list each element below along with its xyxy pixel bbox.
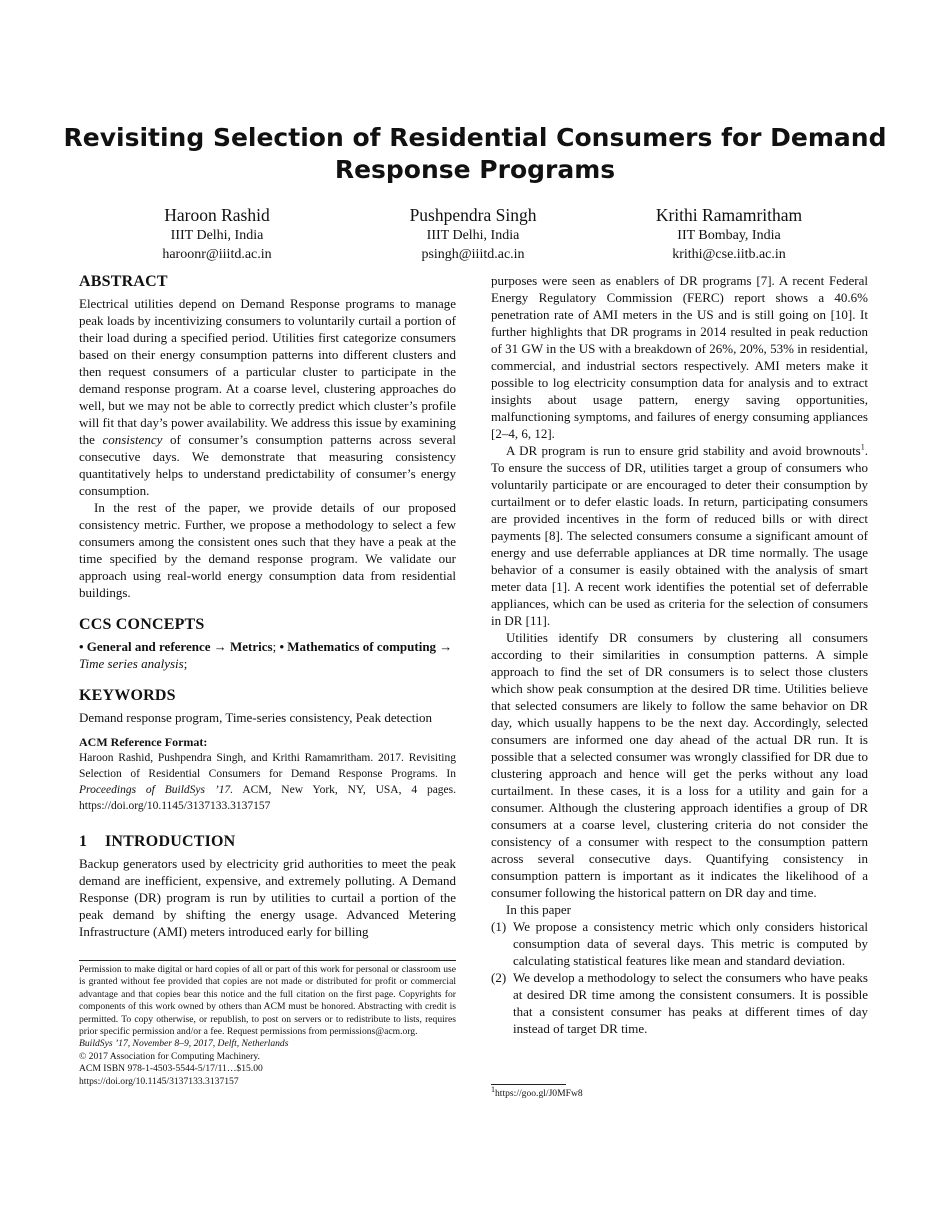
author-email: haroonr@iiitd.ac.in (162, 247, 272, 262)
list-item: (2) We develop a methodology to select the consumers who have peaks at desired DR time among the consistent consumers. It is possible that a consistent consumer has peaks at different times of day instead of target DR time. (491, 970, 868, 1036)
ccs-concepts: • General and reference → Metrics; • Mathematics of computing → Time series analysis; (79, 639, 453, 671)
abstract-paragraph-2: In the rest of the paper, we provide details of our proposed consistency metric. Further, we propose a methodology to select a few consumers among the consistent ones such that they have a peak at the time specified by the demand response program. We validate our approach using real-world energy consumption data from residential buildings. (79, 500, 456, 600)
doi-link[interactable]: https://doi.org/10.1145/3137133.3137157 (79, 1075, 239, 1087)
intro-paragraph-1-continued: purposes were seen as enablers of DR programs [7]. A recent Federal Energy Regulatory Commission (FERC) report shows a 40.6% penetration rate of AMI meters in the US and is still going on [10]. It further highlights that DR programs in 2014 resulted in peak reduction of 31 GW in the US with a breakdown of 26%, 20%, 53% in residential, commercial, and industrial sectors respectively. AMI meters make it possible to log electricity consumption data for analysis and to extract insights about usage pattern, energy saving opportunities, malfunctioning symptoms, and failures of energy consuming appliances [2–4, 6, 12]. (491, 273, 868, 441)
introduction-heading: 1 INTRODUCTION (79, 833, 236, 850)
author-1 (87, 204, 347, 264)
isbn: ACM ISBN 978-1-4503-5544-5/17/11…$15.00 (79, 1063, 263, 1075)
abstract-paragraph-1: Electrical utilities depend on Demand Response programs to manage peak loads by incentivizing consumers to voluntarily curtail a portion of their load during a specified period. Utilities first categorize consumers based on their energy consumption patterns into different clusters and then request consumers of a particular cluster to participate in the demand response program. At a coarse level, clustering approaches do well, but we may not be able to correctly predict which cluster’s profile will fit that day’s power availability. We address this issue by examining the consistency of consumer’s consumption patterns across several consecutive days. We demonstrate that measuring consistency quantitatively helps to understand predictability of consumer’s energy consumption. (79, 296, 456, 498)
intro-paragraph-3: Utilities identify DR consumers by clustering all consumers according to their similarities in consumption patterns. A simple approach to find the set of DR consumers is to select those clusters which show peak consumption at the desired DR time. Utilities believe that selected consumers are likely to follow the same behavior on DR day, which usually happens to be the next day. Accordingly, selected consumers are informed one day ahead of the actual DR run. It is possible that a selected consumer was wrongly classified for DR due to clustering approach and hence will get the perks without any load curtailment. In these cases, it is a loss for a utility and gain for a consumer. Although the clustering approach identifies a group of DR consumers at a coarse level, clustering criteria do not consider the consistency of a consumer with respect to the consumption pattern across several consecutive days. Quantifying consistency in consumption pattern is important as it indicates the likelihood of a consumer following the historical pattern on DR day and time. (491, 630, 868, 900)
author-name: Pushpendra Singh (409, 205, 537, 225)
abstract-heading: ABSTRACT (79, 273, 168, 290)
footnote-marker: 1 (860, 442, 865, 452)
acm-reference-text: Haroon Rashid, Pushpendra Singh, and Krithi Ramamritham. 2017. Revisiting Selection of Residential Consumers for Demand Response Programs. In Proceedings of BuildSys ’17. ACM, New York, NY, USA, 4 pages. https://doi.org/10.1145/3137133.3137157 (79, 752, 457, 812)
introduction-section (79, 832, 456, 940)
author-email: psingh@iiitd.ac.in (421, 247, 525, 262)
ccs-heading: CCS CONCEPTS (79, 616, 205, 633)
author-affiliation: IIIT Delhi, India (426, 228, 520, 243)
copyright: © 2017 Association for Computing Machinery. (79, 1050, 260, 1062)
venue: BuildSys ’17, November 8–9, 2017, Delft, Netherlands (79, 1038, 289, 1050)
right-column (491, 272, 868, 1037)
contribution-list (491, 918, 868, 1037)
left-column (79, 272, 456, 940)
author-name: Haroon Rashid (164, 205, 270, 225)
intro-paragraph-1: Backup generators used by electricity grid authorities to meet the peak demand are inefficient, expensive, and extremely polluting. A Demand Response (DR) program is run by utilities to curtail a portion of the peak demand by shifting the energy usage. Advanced Metering Infrastructure (AMI) meters introduced early for billing (79, 856, 456, 939)
list-item: (1) We propose a consistency metric which only considers historical consumption data of several days. This metric is computed by calculating statistical features like mean and standard deviation. (491, 919, 868, 968)
keywords-text: Demand response program, Time-series consistency, Peak detection (79, 710, 432, 725)
intro-paragraph-4: In this paper (506, 902, 571, 917)
keywords-section (79, 686, 456, 814)
author-affiliation: IIT Bombay, India (677, 228, 781, 243)
ccs-section (79, 615, 456, 672)
intro-paragraph-2: A DR program is run to ensure grid stability and avoid brownouts$^1$. To ensure the success of DR, utilities target a group of consumers who voluntarily participate or are encouraged to deter their consumption by curtailment or to defer elastic loads. In return, participating consumers are provided incentives in the form of reduced bills or with direct payments [8]. The selected consumers consume a significant amount of energy and use deferrable appliances at DR time normally. The usage behavior of a consumer is easily obtained with the analysis of smart meter data [1]. A recent work identifies the potential set of deferrable appliances, which can be used as criteria for the selection of consumers in DR [11]. (491, 442, 868, 628)
permission-block (79, 960, 456, 1088)
author-3 (599, 204, 859, 264)
author-name: Krithi Ramamritham (655, 205, 803, 225)
footnote-rule (491, 1084, 566, 1085)
permission-text: Permission to make digital or hard copies of all or part of this work for personal or classroom use is granted without fee provided that copies are not made or distributed for profit or commercial advantage and that copies bear this notice and the full citation on the first page. Copyrights for components of this work owned by others than ACM must be honored. Abstracting with credit is permitted. To copy otherwise, or republish, to post on servers or to redistribute to lists, requires prior specific permission and/or a fee. Request permissions from permissions@acm.org. (79, 964, 456, 1038)
footnote (491, 1084, 868, 1100)
keywords-heading: KEYWORDS (79, 687, 176, 704)
author-email: krithi@cse.iitb.ac.in (672, 247, 786, 262)
author-2 (343, 204, 603, 264)
paper-title: Revisiting Selection of Residential Consumers for Demand Response Programs (63, 123, 887, 184)
author-affiliation: IIIT Delhi, India (170, 228, 264, 243)
footnote-text: $^1$https://goo.gl/J0MFw8 (491, 1084, 583, 1099)
acm-reference-heading: ACM Reference Format: (79, 735, 208, 749)
